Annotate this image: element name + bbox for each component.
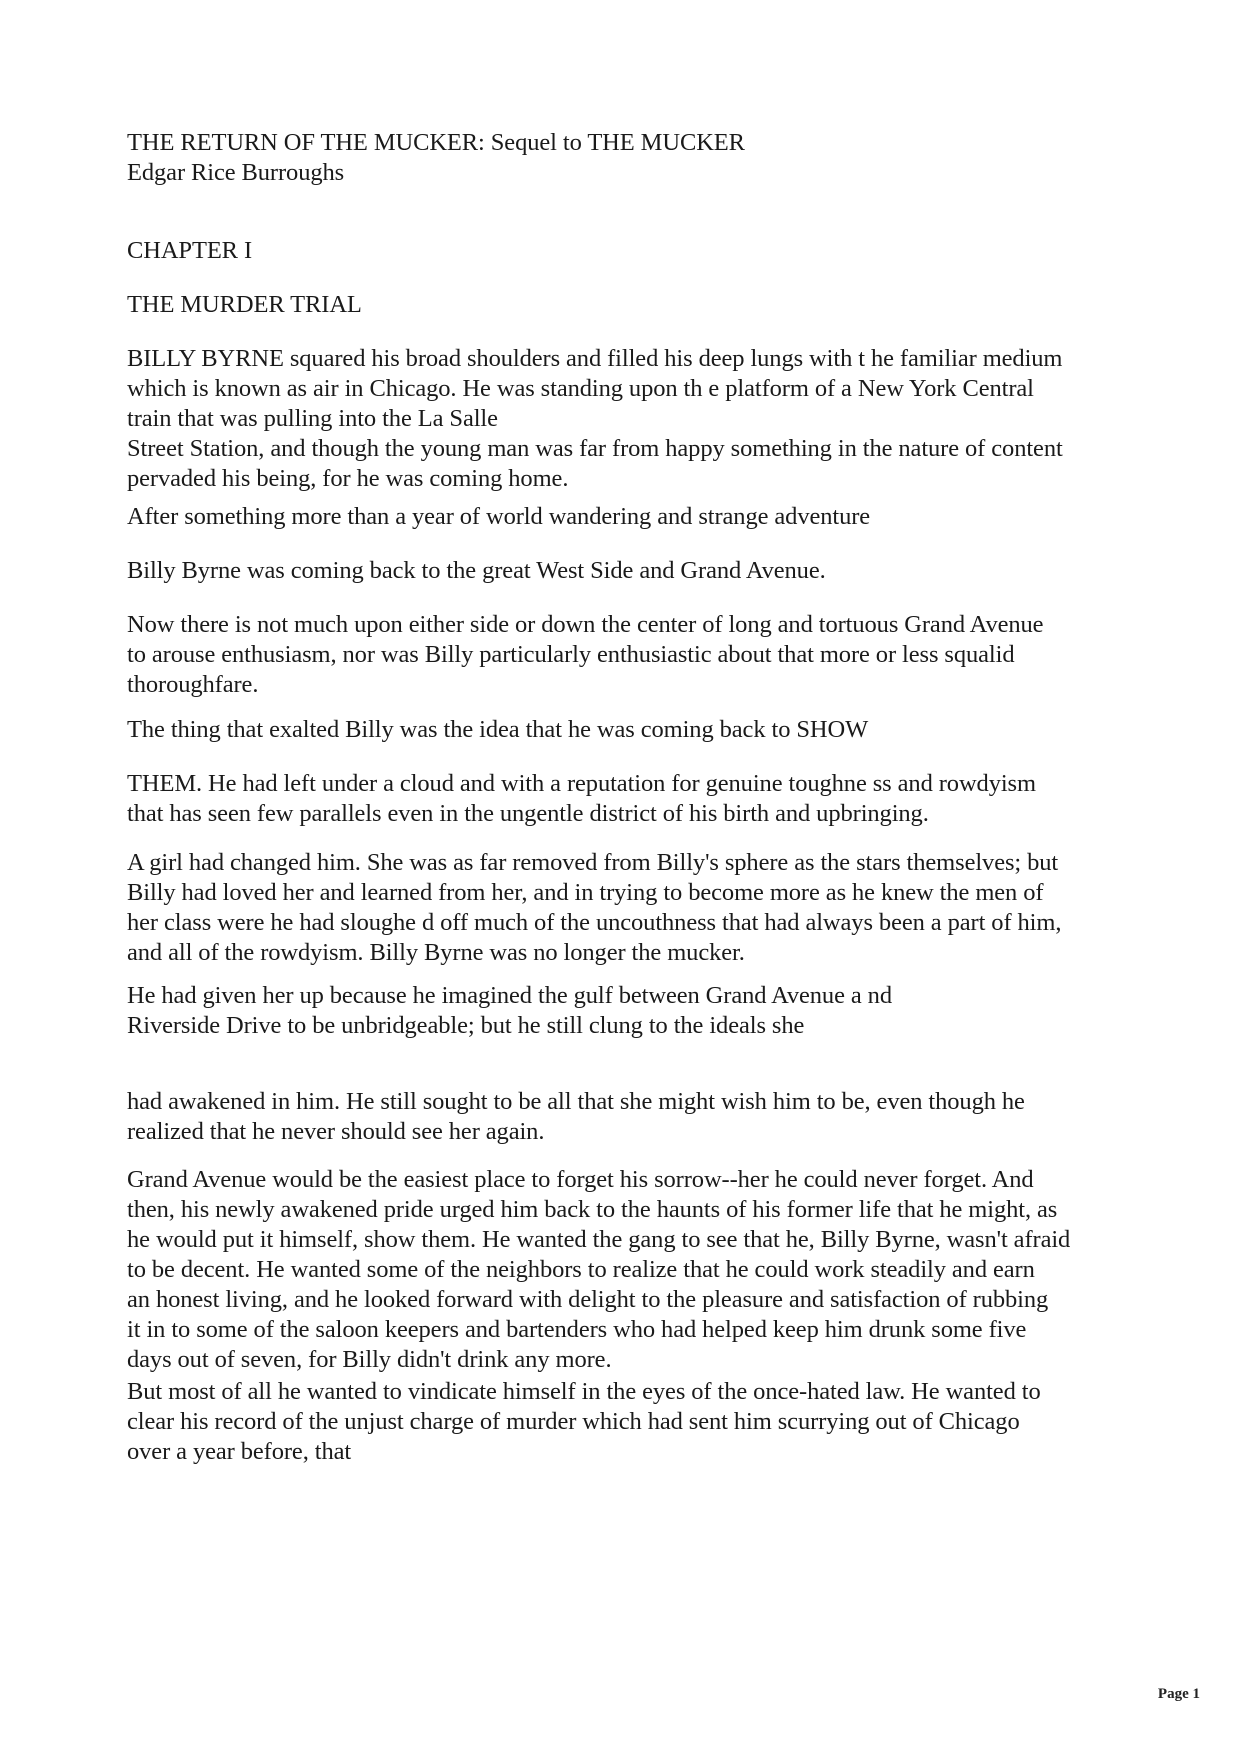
book-title-line: THE RETURN OF THE MUCKER: Sequel to THE MUCKER [127,129,745,156]
author-line: Edgar Rice Burroughs [127,159,345,186]
paragraph: But most of all he wanted to vindicate himself in the eyes of the once-hated law. He wanted to clear his record of the unjust charge of murder which had sent him scurrying out of Chicago over a year before, that [127,1378,1041,1465]
paragraph: Now there is not much upon either side or down the center of long and tortuous Grand Avenue to arouse enthusiasm, nor was Billy particularly enthusiastic about that more or less squalid thoroughfare. [127,611,1044,698]
paragraph: Billy Byrne was coming back to the great West Side and Grand Avenue. [127,557,826,584]
paragraph: THEM. He had left under a cloud and with a reputation for genuine toughne ss and rowdyism that has seen few parallels even in the ungentle district of his birth and upbringing. [127,770,1036,827]
paragraph: Grand Avenue would be the easiest place to forget his sorrow--her he could never forget. And then, his newly awakened pride urged him back to the haunts of his former life that he might, as he would put it himself, show them. He wanted the gang to see that he, Billy Byrne, wasn't afraid to be decent. He wanted some of the neighbors to realize that he could work steadily and earn an honest living, and he looked forward with delight to the pleasure and satisfaction of rubbing it in to some of the saloon keepers and bartenders who had helped keep him drunk some five days out of seven, for Billy didn't drink any more. [127,1166,1071,1373]
chapter-title: THE MURDER TRIAL [127,291,362,318]
paragraph: After something more than a year of world wandering and strange adventure [127,503,871,530]
paragraph: BILLY BYRNE squared his broad shoulders and filled his deep lungs with t he familiar medium which is known as air in Chicago. He was standing upon th e platform of a New York Central train that was pulling into the La Salle Street Station, and though the young man was far from happy something in the nature of content pervaded his being, for he was coming home. [127,345,1063,492]
paragraph: The thing that exalted Billy was the idea that he was coming back to SHOW [127,716,869,743]
paragraph: A girl had changed him. She was as far removed from Billy's sphere as the stars themselves; but Billy had loved her and learned from her, and in trying to become more as he knew the men of her class were he had sloughe d off much of the uncouthness that had always been a part of him, and all of the rowdyism. Billy Byrne was no longer the mucker. [127,849,1062,966]
page-number: Page 1 [1157,1686,1200,1702]
paragraph: He had given her up because he imagined the gulf between Grand Avenue a nd Riverside Drive to be unbridgeable; but he still clung to the ideals she [127,982,892,1039]
chapter-heading: CHAPTER I [127,237,253,264]
paragraph: had awakened in him. He still sought to be all that she might wish him to be, even though he realized that he never should see her again. [127,1088,1025,1145]
